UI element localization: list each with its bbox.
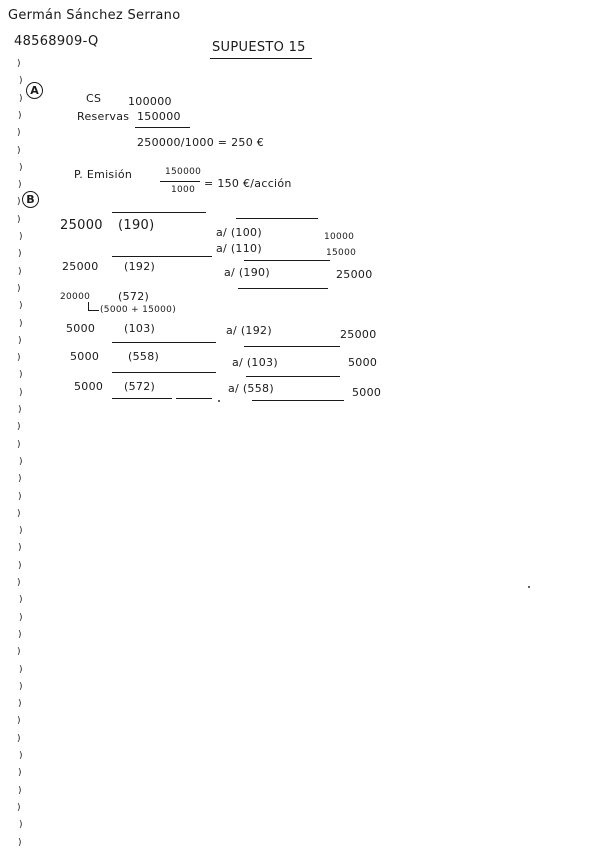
margin-tick: ): [19, 456, 23, 467]
margin-tick: ): [19, 595, 23, 606]
margin-tick: ): [18, 249, 22, 260]
section-a-marker: A: [26, 82, 43, 99]
paper-speck: [218, 400, 220, 402]
sum-line: [135, 127, 190, 128]
entry-line: [176, 398, 212, 399]
credit-account: a/ (192): [226, 324, 272, 337]
emision-denominator: 1000: [171, 185, 196, 195]
margin-tick: ): [19, 76, 23, 87]
entry-line: [246, 376, 340, 377]
credit-account: a/ (103): [232, 356, 278, 369]
margin-tick: ): [19, 820, 23, 831]
debit-amount: 20000: [60, 292, 91, 302]
margin-tick: ): [19, 93, 23, 104]
margin-tick: ): [19, 612, 23, 623]
margin-tick: ): [17, 802, 21, 813]
margin-tick: ): [17, 578, 21, 588]
credit-account: a/ (100): [216, 226, 262, 239]
margin-tick: ): [17, 197, 21, 208]
margin-tick: ): [17, 353, 21, 364]
debit-account: (190): [118, 218, 155, 233]
margin-tick: ): [19, 162, 23, 173]
debit-amount: 5000: [66, 322, 96, 335]
credit-account: a/ (110): [216, 242, 262, 255]
entry-line: [252, 400, 344, 401]
margin-tick: ): [17, 128, 21, 139]
emision-label: P. Emisión: [74, 168, 133, 181]
entry-line: [112, 342, 216, 343]
student-id: 48568909-Q: [14, 34, 99, 49]
paper-speck: [528, 586, 530, 588]
margin-tick: ): [18, 837, 22, 848]
margin-tick: ): [18, 543, 22, 554]
margin-tick: ): [19, 681, 23, 692]
margin-tick: ): [19, 387, 23, 398]
margin-tick: ): [18, 491, 22, 502]
entry-line: [238, 288, 328, 289]
margin-tick: ): [19, 526, 23, 537]
margin-tick: ): [18, 405, 22, 415]
entry-line: [112, 256, 212, 257]
cs-label: CS: [86, 92, 102, 105]
margin-tick: ): [19, 232, 23, 242]
debit-amount: 25000: [62, 260, 99, 273]
note-arrow: [88, 302, 99, 311]
margin-tick: ): [18, 266, 22, 277]
margin-tick: ): [19, 318, 23, 329]
credit-amount: 5000: [352, 386, 382, 399]
author-name: Germán Sánchez Serrano: [8, 8, 181, 23]
debit-amount: 5000: [74, 380, 104, 393]
reservas-label: Reservas: [77, 110, 130, 123]
margin-tick: ): [17, 422, 21, 433]
reservas-value: 150000: [137, 110, 181, 123]
margin-tick: ): [19, 664, 23, 675]
debit-account: (103): [124, 322, 156, 335]
entry-line: [112, 372, 216, 373]
entry-line: [244, 346, 340, 347]
entry-top-line: [236, 218, 318, 219]
entry-line: [244, 260, 330, 261]
margin-tick: ): [19, 370, 23, 381]
margin-tick: ): [18, 699, 22, 710]
margin-tick: ): [17, 439, 21, 450]
value-calc: 250000/1000 = 250 €: [137, 136, 265, 149]
fraction-bar: [160, 181, 200, 182]
debit-account: (192): [124, 260, 156, 273]
margin-tick: ): [18, 335, 22, 346]
entry-line: [112, 398, 172, 399]
margin-tick: ): [17, 647, 21, 658]
entry-top-line: [112, 212, 206, 213]
margin-tick: ): [19, 301, 23, 312]
emision-numerator: 150000: [165, 167, 202, 177]
page-title: SUPUESTO 15: [212, 40, 306, 55]
margin-tick: ): [17, 733, 21, 744]
note-text: (5000 + 15000): [100, 305, 177, 315]
debit-account: (572): [118, 290, 150, 303]
cs-value: 100000: [128, 95, 172, 108]
margin-tick: ): [19, 751, 23, 761]
credit-amount: 25000: [336, 268, 373, 281]
credit-amount: 10000: [324, 232, 355, 242]
margin-tick: ): [18, 785, 22, 796]
debit-amount: 25000: [60, 218, 103, 233]
margin-tick: ): [17, 508, 21, 519]
credit-amount: 15000: [326, 248, 357, 258]
margin-tick: ): [17, 59, 21, 69]
margin-tick: ): [18, 474, 22, 485]
margin-tick: ): [17, 716, 21, 727]
section-b-marker: B: [22, 191, 39, 208]
margin-tick: ): [17, 145, 21, 156]
margin-tick: ): [17, 214, 21, 225]
margin-tick: ): [18, 180, 22, 191]
debit-account: (558): [128, 350, 160, 363]
title-underline: [210, 58, 312, 59]
margin-tick: ): [18, 110, 22, 121]
credit-account: a/ (558): [228, 382, 274, 395]
debit-amount: 5000: [70, 350, 100, 363]
margin-tick: ): [18, 560, 22, 571]
margin-tick: ): [17, 283, 21, 294]
credit-account: a/ (190): [224, 266, 270, 279]
credit-amount: 5000: [348, 356, 378, 369]
emision-result: = 150 €/acción: [204, 177, 292, 190]
margin-tick: ): [18, 768, 22, 779]
credit-amount: 25000: [340, 328, 377, 341]
margin-tick: ): [18, 629, 22, 640]
debit-account: (572): [124, 380, 156, 393]
